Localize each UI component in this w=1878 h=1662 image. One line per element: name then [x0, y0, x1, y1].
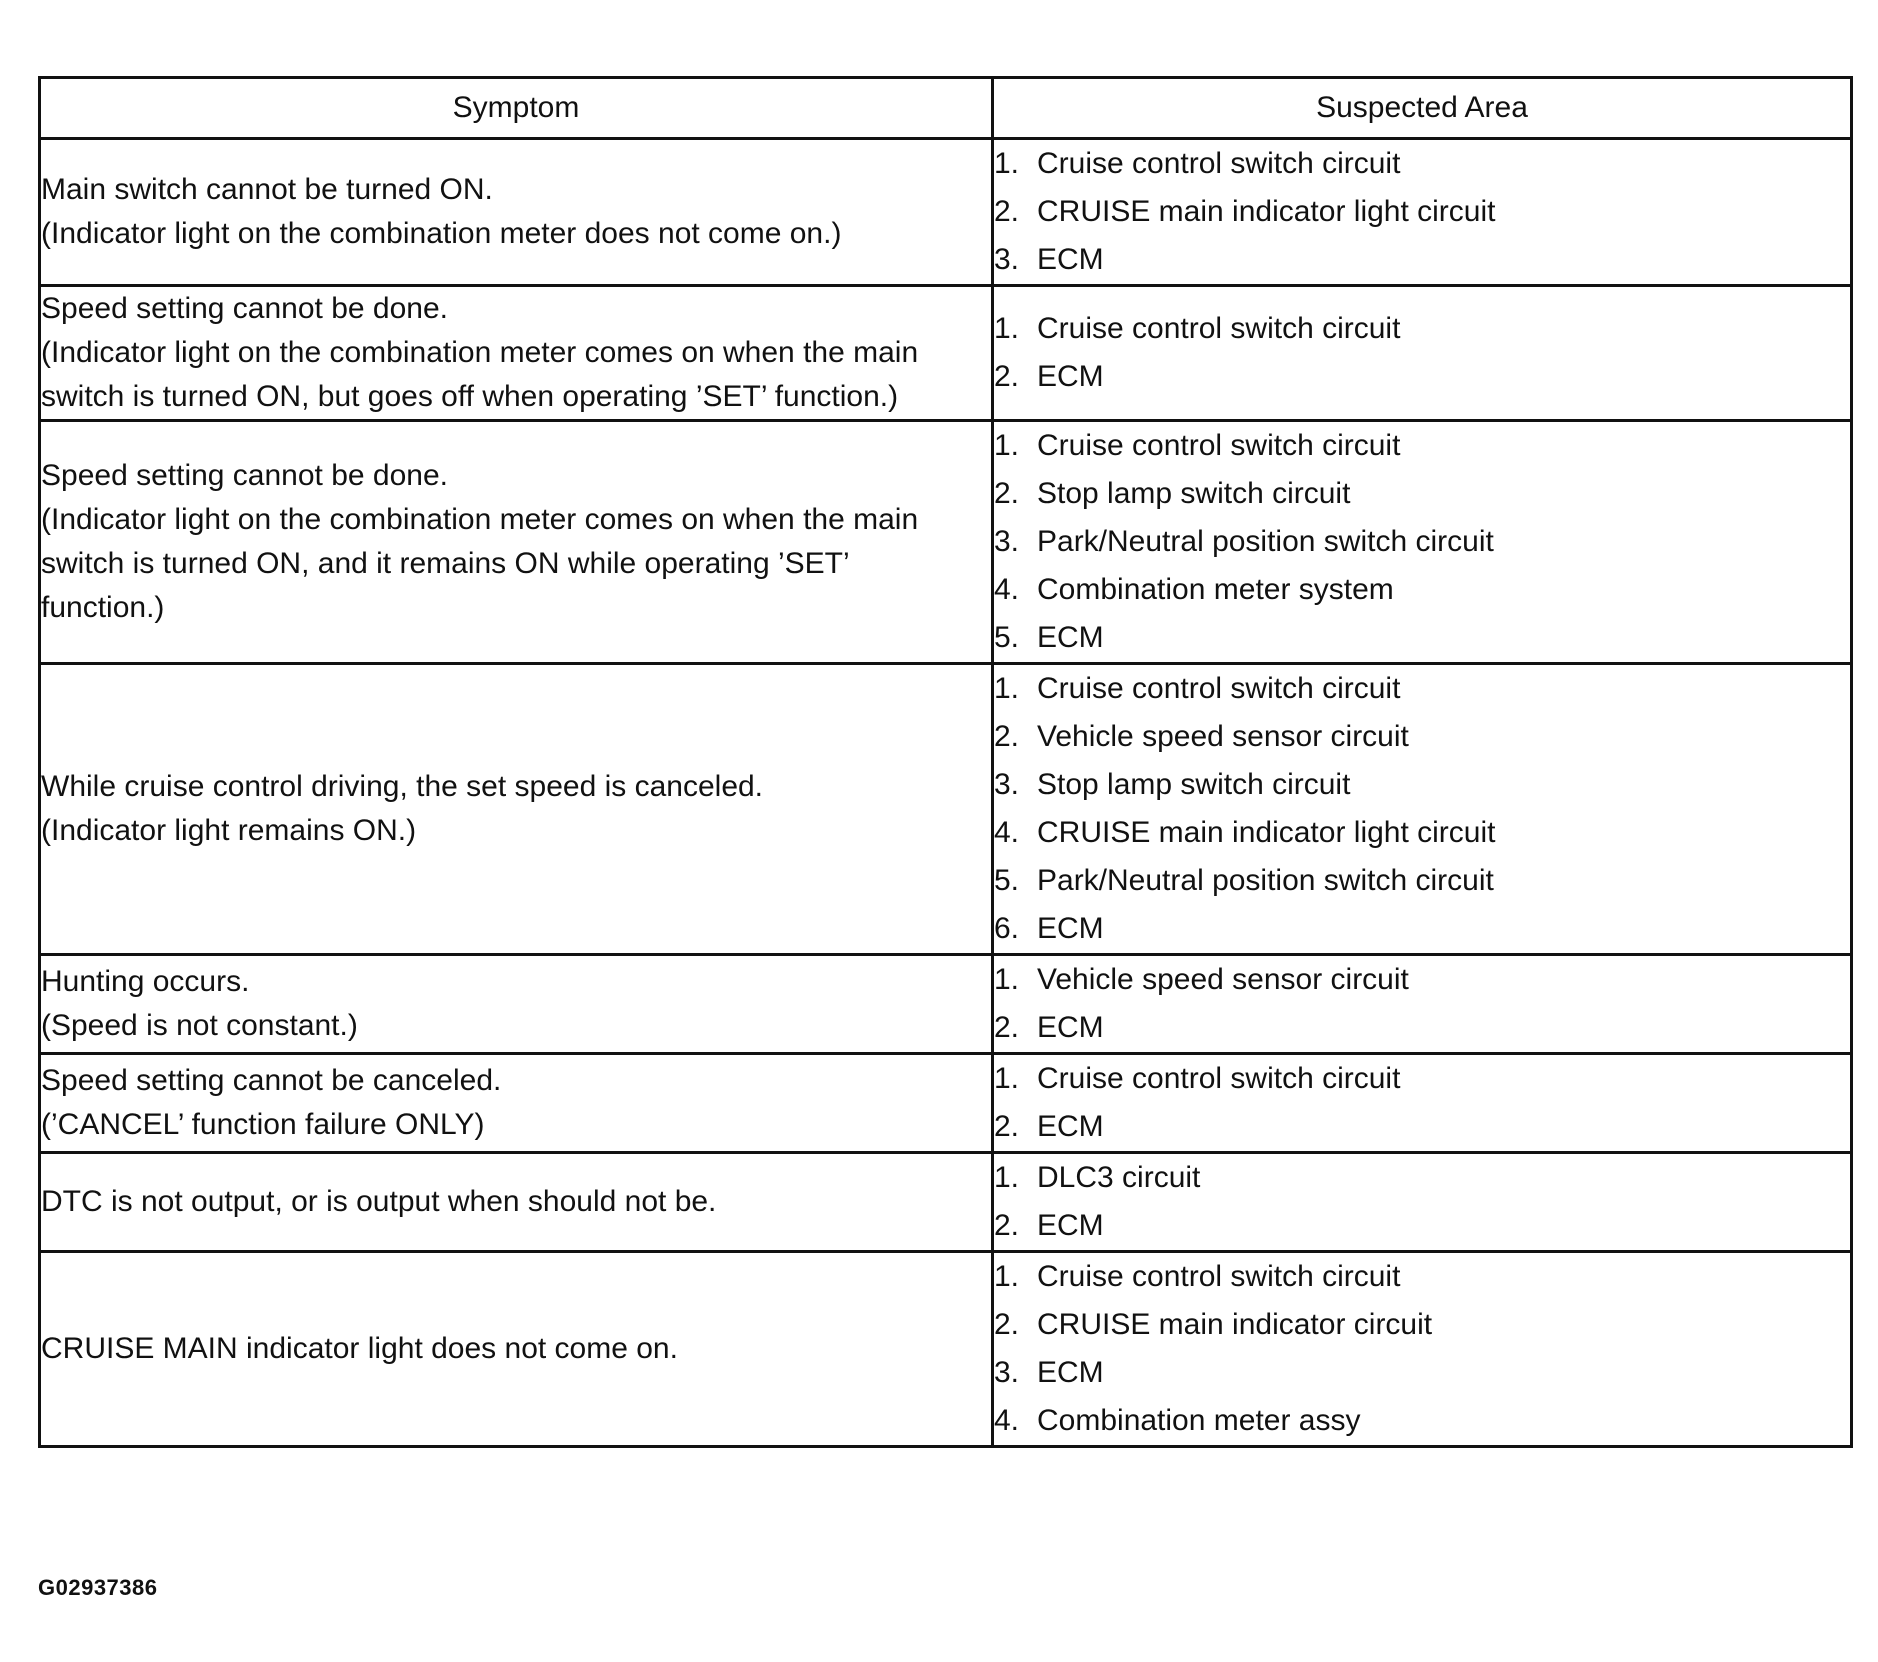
item-text: Park/Neutral position switch circuit	[1037, 525, 1494, 558]
suspected-area-item	[994, 188, 1850, 236]
suspected-area-cell	[993, 1054, 1852, 1153]
item-number: 1.	[994, 1062, 1020, 1095]
item-text: ECM	[1037, 1110, 1104, 1143]
item-text: Cruise control switch circuit	[1037, 1260, 1401, 1293]
symptom-column-header: Symptom	[40, 78, 993, 139]
item-number: 3.	[994, 768, 1020, 801]
table-row	[40, 286, 1852, 421]
item-text: Stop lamp switch circuit	[1037, 477, 1351, 510]
item-number: 3.	[994, 1356, 1020, 1389]
suspected-area-item	[994, 713, 1850, 761]
suspected-area-item	[994, 353, 1850, 401]
item-number: 2.	[994, 1011, 1020, 1044]
suspected-area-item	[994, 809, 1850, 857]
suspected-area-cell	[993, 955, 1852, 1054]
item-number: 2.	[994, 195, 1020, 228]
suspected-area-cell	[993, 1252, 1852, 1447]
item-number: 2.	[994, 1209, 1020, 1242]
suspected-area-item	[994, 1055, 1850, 1103]
item-number: 3.	[994, 525, 1020, 558]
item-text: ECM	[1037, 912, 1104, 945]
suspected-area-item	[994, 470, 1850, 518]
symptom-cell	[40, 139, 993, 286]
symptom-text-line: (Indicator light on the combination meter does not come on.)	[41, 217, 842, 250]
item-text: Cruise control switch circuit	[1037, 672, 1401, 705]
symptom-text-line: function.)	[41, 591, 165, 624]
symptom-text-line: (Indicator light on the combination meter comes on when the main	[41, 336, 919, 369]
suspected-area-list	[994, 956, 1850, 1052]
item-text: Vehicle speed sensor circuit	[1037, 720, 1409, 753]
symptom-cell	[40, 1252, 993, 1447]
item-text: ECM	[1037, 1356, 1104, 1389]
suspected-area-item	[994, 956, 1850, 1004]
item-number: 1.	[994, 1260, 1020, 1293]
suspected-area-item	[994, 1349, 1850, 1397]
suspected-area-cell	[993, 139, 1852, 286]
item-number: 1.	[994, 1161, 1020, 1194]
suspected-area-column-header: Suspected Area	[993, 78, 1852, 139]
table-row	[40, 1153, 1852, 1252]
symptom-cell	[40, 664, 993, 955]
suspected-area-list	[994, 305, 1850, 401]
item-text: ECM	[1037, 360, 1104, 393]
suspected-area-item	[994, 761, 1850, 809]
item-text: ECM	[1037, 1011, 1104, 1044]
suspected-area-item	[994, 1202, 1850, 1250]
item-number: 2.	[994, 477, 1020, 510]
item-text: ECM	[1037, 243, 1104, 276]
item-number: 2.	[994, 1110, 1020, 1143]
item-text: CRUISE main indicator light circuit	[1037, 195, 1496, 228]
item-text: Stop lamp switch circuit	[1037, 768, 1351, 801]
table-row	[40, 421, 1852, 664]
symptom-text-line: Speed setting cannot be done.	[41, 292, 448, 325]
table-body	[40, 139, 1852, 1447]
symptom-cell	[40, 955, 993, 1054]
suspected-area-item	[994, 566, 1850, 614]
suspected-area-cell	[993, 664, 1852, 955]
item-text: Park/Neutral position switch circuit	[1037, 864, 1494, 897]
suspected-area-list	[994, 1154, 1850, 1250]
symptom-text-line: switch is turned ON, and it remains ON while operating ’SET’	[41, 547, 850, 580]
suspected-area-item	[994, 1004, 1850, 1052]
item-number: 1.	[994, 429, 1020, 462]
symptom-text-line: Main switch cannot be turned ON.	[41, 173, 493, 206]
symptom-text-line: DTC is not output, or is output when should not be.	[41, 1185, 717, 1218]
suspected-area-item	[994, 1253, 1850, 1301]
suspected-area-item	[994, 1154, 1850, 1202]
figure-id: G02937386	[38, 1575, 158, 1600]
table-row	[40, 139, 1852, 286]
symptom-text-line: While cruise control driving, the set speed is canceled.	[41, 770, 764, 803]
item-text: CRUISE main indicator circuit	[1037, 1308, 1433, 1341]
symptom-text-line: Speed setting cannot be canceled.	[41, 1064, 502, 1097]
suspected-area-item	[994, 905, 1850, 953]
item-number: 1.	[994, 147, 1020, 180]
item-number: 6.	[994, 912, 1020, 945]
suspected-area-list	[994, 140, 1850, 284]
item-text: Combination meter assy	[1037, 1404, 1361, 1437]
suspected-area-list	[994, 1055, 1850, 1151]
item-number: 2.	[994, 720, 1020, 753]
suspected-area-cell	[993, 286, 1852, 421]
symptom-cell	[40, 421, 993, 664]
item-text: Cruise control switch circuit	[1037, 147, 1401, 180]
item-text: ECM	[1037, 621, 1104, 654]
symptom-cell	[40, 1054, 993, 1153]
item-text: Combination meter system	[1037, 573, 1394, 606]
suspected-area-item	[994, 1397, 1850, 1445]
suspected-area-cell	[993, 1153, 1852, 1252]
suspected-area-list	[994, 1253, 1850, 1445]
symptom-text-line: (’CANCEL’ function failure ONLY)	[41, 1108, 485, 1141]
suspected-area-item	[994, 857, 1850, 905]
symptom-cell	[40, 286, 993, 421]
item-number: 5.	[994, 621, 1020, 654]
item-number: 1.	[994, 312, 1020, 345]
symptom-text-line: (Indicator light on the combination meter comes on when the main	[41, 503, 919, 536]
symptom-table	[38, 76, 1853, 1448]
suspected-area-list	[994, 665, 1850, 953]
suspected-area-list	[994, 422, 1850, 662]
suspected-area-item	[994, 614, 1850, 662]
symptom-text-line: Speed setting cannot be done.	[41, 459, 448, 492]
suspected-area-cell	[993, 421, 1852, 664]
item-text: Vehicle speed sensor circuit	[1037, 963, 1409, 996]
suspected-area-item	[994, 305, 1850, 353]
item-number: 2.	[994, 1308, 1020, 1341]
item-text: ECM	[1037, 1209, 1104, 1242]
item-text: Cruise control switch circuit	[1037, 1062, 1401, 1095]
item-number: 3.	[994, 243, 1020, 276]
symptom-text-line: Hunting occurs.	[41, 965, 250, 998]
suspected-area-item	[994, 1301, 1850, 1349]
item-number: 1.	[994, 963, 1020, 996]
suspected-area-item	[994, 665, 1850, 713]
item-number: 2.	[994, 360, 1020, 393]
suspected-area-item	[994, 140, 1850, 188]
symptom-text-line: switch is turned ON, but goes off when operating ’SET’ function.)	[41, 380, 899, 413]
table-row	[40, 955, 1852, 1054]
suspected-area-item	[994, 422, 1850, 470]
header-row	[40, 78, 1852, 139]
item-number: 5.	[994, 864, 1020, 897]
table-row	[40, 1054, 1852, 1153]
suspected-area-item	[994, 518, 1850, 566]
suspected-area-item	[994, 236, 1850, 284]
item-text: CRUISE main indicator light circuit	[1037, 816, 1496, 849]
suspected-area-item	[994, 1103, 1850, 1151]
item-text: DLC3 circuit	[1037, 1161, 1201, 1194]
symptom-text-line: (Indicator light remains ON.)	[41, 814, 417, 847]
symptom-cell	[40, 1153, 993, 1252]
table-row	[40, 664, 1852, 955]
item-text: Cruise control switch circuit	[1037, 312, 1401, 345]
item-number: 4.	[994, 816, 1020, 849]
symptom-text-line: CRUISE MAIN indicator light does not come on.	[41, 1332, 678, 1365]
troubleshooting-table-container	[38, 76, 1850, 1448]
symptom-text-line: (Speed is not constant.)	[41, 1009, 358, 1042]
item-number: 4.	[994, 1404, 1020, 1437]
table-row	[40, 1252, 1852, 1447]
item-text: Cruise control switch circuit	[1037, 429, 1401, 462]
item-number: 4.	[994, 573, 1020, 606]
item-number: 1.	[994, 672, 1020, 705]
